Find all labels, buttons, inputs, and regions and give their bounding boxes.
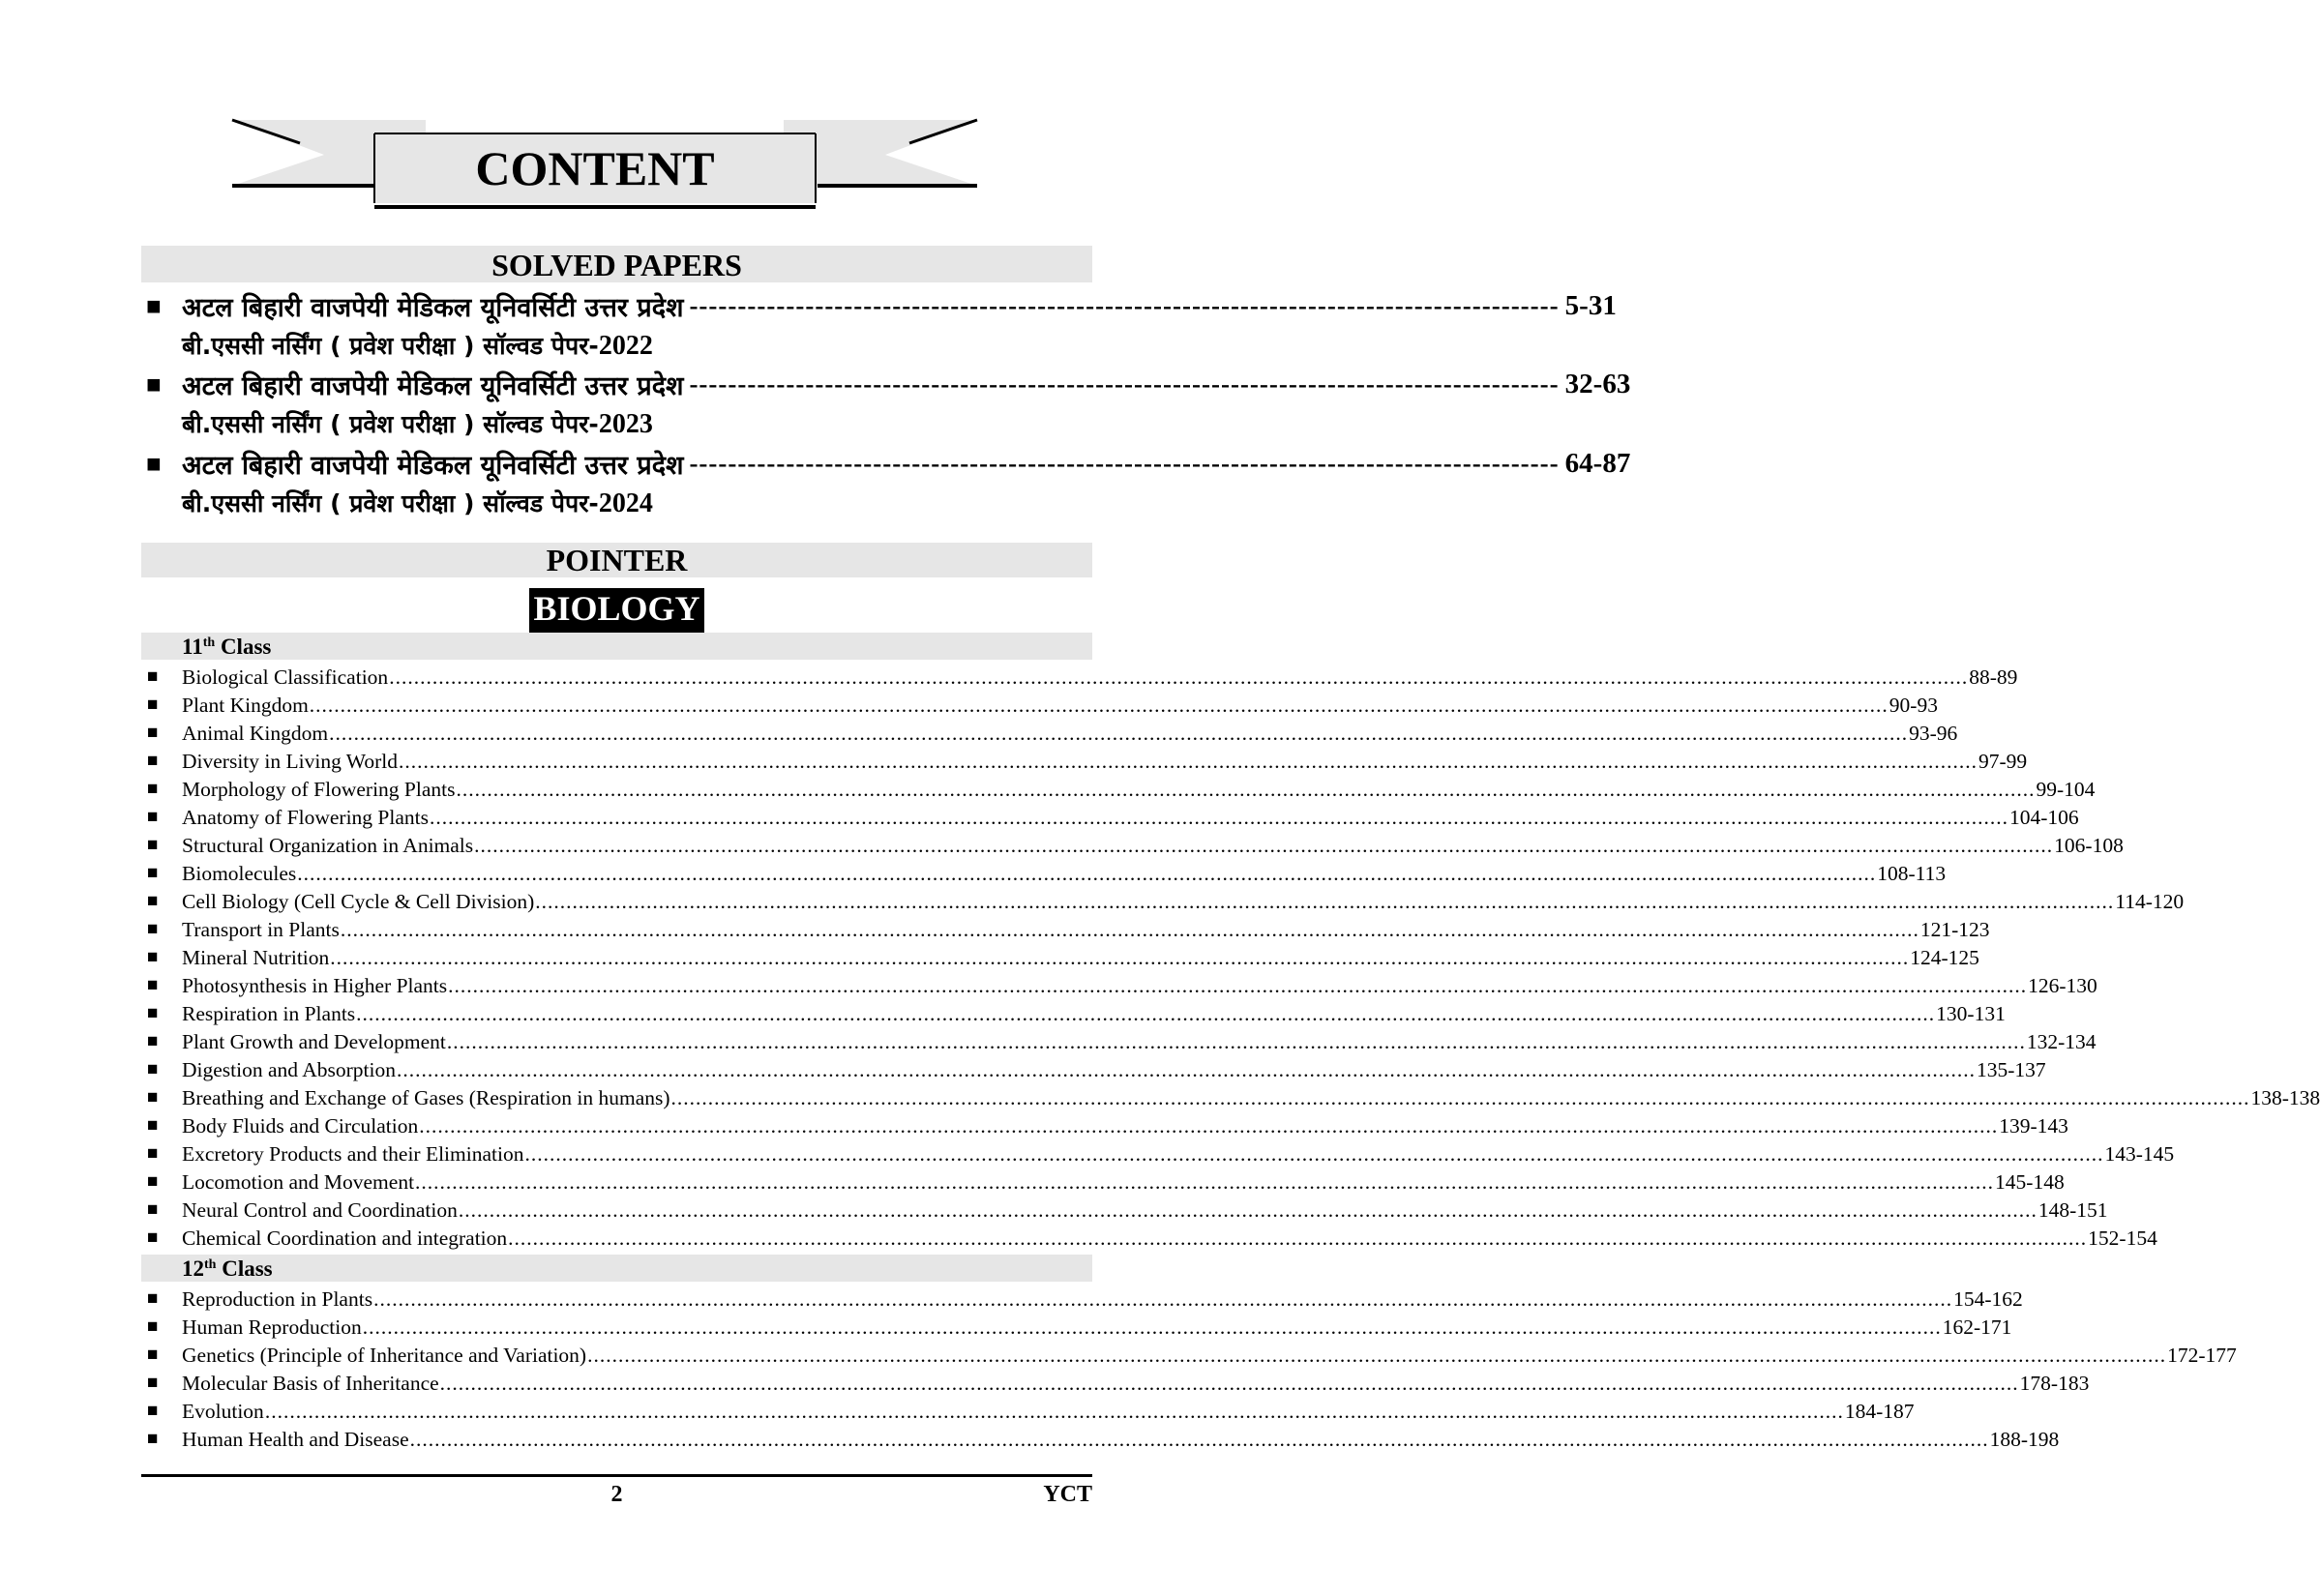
leader-dashes: ------------------------------------------------------------------------------------------ [689,369,1560,399]
toc-item [141,858,1947,886]
solved-paper-pages: 64-87 [1564,447,1631,479]
class-suffix: th [202,635,216,650]
leader-dots [356,1001,1935,1026]
toc-item [141,998,2006,1026]
toc-item-title: Plant Growth and Development [182,1030,446,1053]
square-bullet-icon: ■ [147,891,159,911]
toc-item-title: Respiration in Plants [182,1002,356,1025]
toc-item-title: Human Health and Disease [182,1428,409,1451]
toc-item [141,1312,2012,1340]
solved-papers-heading: SOLVED PAPERS [141,246,1092,282]
leader-dots [397,1057,1976,1082]
toc-item-title: Mineral Nutrition [182,946,330,969]
leader-dots [373,1286,1952,1312]
leader-dots [671,1085,2250,1110]
leader-dots [448,973,2027,998]
toc-item [141,1054,2046,1082]
square-bullet-icon: ■ [147,1373,159,1393]
toc-item [141,1284,2023,1312]
toc-item-title: Diversity in Living World [182,750,399,773]
toc-item-title: Breathing and Exchange of Gases (Respiration in humans) [182,1086,670,1109]
leader-dots [310,693,1889,718]
leader-dots [535,889,2114,914]
square-bullet-icon: ■ [147,835,159,855]
subject-heading [0,588,1234,633]
leader-dots [330,945,1909,970]
toc-item-pages: 139-143 [1999,1114,2068,1138]
toc-item-pages: 188-198 [1989,1428,2060,1451]
pointer-heading: POINTER [141,543,1092,577]
leader-dots [329,721,1908,746]
toc-item [141,662,2018,690]
toc-item [141,914,1990,942]
square-bullet-icon: ■ [147,751,159,771]
toc-item-pages: 162-171 [1942,1315,2012,1339]
square-bullet-icon: ■ [147,1316,159,1337]
toc-item-title: Molecular Basis of Inheritance [182,1372,439,1395]
toc-item-pages: 152-154 [2088,1227,2157,1250]
leader-dots [430,805,2008,830]
toc-item-pages: 132-134 [2026,1030,2097,1053]
square-bullet-icon: ■ [147,1115,159,1136]
toc-item-pages: 143-145 [2104,1142,2175,1166]
leader-dots [524,1141,2103,1167]
toc-item-title: Photosynthesis in Higher Plants [182,974,448,997]
leader-dots [389,665,1968,690]
leader-dashes: ------------------------------------------------------------------------------------------ [689,290,1560,320]
toc-item [141,970,2097,998]
subject-title: BIOLOGY [529,588,703,633]
toc-item-pages: 178-183 [2019,1372,2090,1395]
square-bullet-icon: ■ [147,695,159,715]
toc-item-pages: 135-137 [1976,1058,2046,1081]
leader-dots [474,833,2053,858]
leader-dots [410,1427,1989,1452]
class-number: 11 [182,635,203,659]
toc-item-title: Structural Organization in Animals [182,834,474,857]
class-heading-12 [141,1255,1092,1282]
toc-item [141,802,2079,830]
footer-divider [141,1474,1092,1477]
toc-item-pages: 126-130 [2028,974,2097,997]
leader-dots [363,1315,1942,1340]
square-bullet-icon: ■ [147,1429,159,1449]
page-number: 2 [610,1482,623,1507]
toc-item-pages: 172-177 [2167,1344,2237,1367]
square-bullet-icon: ■ [147,919,159,939]
leader-dots [440,1371,2019,1396]
toc-item-pages: 130-131 [1936,1002,2006,1025]
class-suffix: th [204,1257,217,1272]
solved-paper-entry [141,365,1631,444]
leader-dots [447,1029,2026,1054]
square-bullet-icon: ■ [147,779,159,799]
solved-paper-year: 2023 [598,409,653,439]
toc-item [141,746,2028,774]
toc-item-title: Chemical Coordination and integration [182,1227,508,1250]
solved-paper-year: 2024 [598,488,653,518]
solved-paper-subtitle: बी.एससी नर्सिंग ( प्रवेश परीक्षा ) सॉल्वड पेपर- [182,332,599,360]
toc-item-pages: 121-123 [1919,918,1990,941]
leader-dots [419,1113,1998,1138]
toc-item [141,1195,2108,1223]
toc-item-pages: 148-151 [2037,1198,2108,1222]
square-bullet-icon: ■ [147,1345,159,1365]
square-bullet-icon: ■ [147,1087,159,1108]
toc-item [141,774,2096,802]
leader-dots [341,917,1919,942]
toc-item [141,1223,2157,1251]
leader-dots [297,861,1876,886]
solved-paper-title: अटल बिहारी वाजपेयी मेडिकल यूनिवर्सिटी उत्तर प्रदेश [182,292,684,323]
solved-paper-subtitle: बी.एससी नर्सिंग ( प्रवेश परीक्षा ) सॉल्वड पेपर- [182,410,599,438]
square-bullet-icon: ■ [147,1059,159,1079]
leader-dots [265,1399,1844,1424]
toc-item-pages: 184-187 [1844,1400,1915,1423]
toc-item-title: Biomolecules [182,862,297,885]
solved-paper-pages: 32-63 [1564,368,1631,399]
toc-item-pages: 104-106 [2009,806,2079,829]
toc-item [141,1167,2065,1195]
solved-paper-subtitle: बी.एससी नर्सिंग ( प्रवेश परीक्षा ) सॉल्वड पेपर- [182,489,599,517]
square-bullet-icon: ■ [146,292,162,320]
class-label: Class [222,1256,273,1281]
solved-paper-title: अटल बिहारी वाजपेयी मेडिकल यूनिवर्सिटी उत्तर प्रदेश [182,450,684,481]
toc-item-pages: 114-120 [2115,890,2185,913]
class-heading-11 [141,633,1092,660]
square-bullet-icon: ■ [147,1031,159,1051]
toc-item [141,1396,1915,1424]
toc-item-pages: 90-93 [1889,694,1938,717]
toc-item-title: Locomotion and Movement [182,1170,415,1194]
square-bullet-icon: ■ [147,947,159,967]
solved-paper-title: अटल बिहारी वाजपेयी मेडिकल यूनिवर्सिटी उत्तर प्रदेश [182,370,684,401]
leader-dots [508,1226,2087,1251]
toc-item [141,1082,2320,1110]
toc-item-title: Morphology of Flowering Plants [182,778,456,801]
toc-item-title: Transport in Plants [182,918,340,941]
toc-item [141,1368,2090,1396]
toc-item-pages: 154-162 [1953,1287,2023,1311]
toc-item-title: Biological Classification [182,665,389,689]
square-bullet-icon: ■ [146,370,162,399]
toc-item [141,1424,2060,1452]
square-bullet-icon: ■ [147,863,159,883]
toc-item-pages: 138-138 [2250,1086,2320,1109]
toc-item-pages: 99-104 [2036,778,2096,801]
solved-paper-year: 2022 [598,331,653,361]
toc-item-title: Digestion and Absorption [182,1058,396,1081]
toc-item-title: Animal Kingdom [182,722,329,745]
toc-item [141,690,1938,718]
square-bullet-icon: ■ [147,807,159,827]
toc-item-title: Body Fluids and Circulation [182,1114,419,1138]
toc-item-title: Evolution [182,1400,264,1423]
toc-item-title: Human Reproduction [182,1315,362,1339]
content-banner [232,116,977,213]
square-bullet-icon: ■ [147,1199,159,1220]
square-bullet-icon: ■ [147,1143,159,1164]
toc-item-pages: 106-108 [2054,834,2124,857]
toc-item-title: Cell Biology (Cell Cycle & Cell Division) [182,890,535,913]
toc-item-title: Excretory Products and their Elimination [182,1142,524,1166]
square-bullet-icon: ■ [147,1288,159,1309]
square-bullet-icon: ■ [147,1227,159,1248]
toc-item-title: Plant Kingdom [182,694,309,717]
footer-brand: YCT [1043,1482,1092,1507]
class-number: 12 [182,1256,204,1281]
toc-item [141,1110,2068,1138]
toc-item [141,830,2124,858]
toc-item-title: Genetics (Principle of Inheritance and Variation) [182,1344,587,1367]
leader-dots [399,749,1978,774]
toc-item-pages: 88-89 [1969,665,2018,689]
leader-dots [459,1197,2037,1223]
leader-dots [587,1343,2166,1368]
solved-paper-entry [141,444,1631,523]
toc-item [141,1340,2237,1368]
square-bullet-icon: ■ [147,1401,159,1421]
square-bullet-icon: ■ [147,666,159,687]
toc-item-pages: 145-148 [1995,1170,2065,1194]
square-bullet-icon: ■ [147,975,159,995]
class-label: Class [220,635,272,659]
toc-list-12 [141,1284,2237,1452]
leader-dots [456,777,2035,802]
leader-dots [415,1169,1994,1195]
square-bullet-icon: ■ [146,450,162,478]
square-bullet-icon: ■ [147,1003,159,1023]
square-bullet-icon: ■ [147,723,159,743]
solved-paper-pages: 5-31 [1564,289,1617,321]
page-title: CONTENT [475,141,715,195]
toc-item [141,1138,2175,1167]
toc-item-pages: 97-99 [1978,750,2028,773]
square-bullet-icon: ■ [147,1171,159,1192]
toc-item-title: Neural Control and Coordination [182,1198,458,1222]
toc-item [141,886,2185,914]
toc-item-pages: 124-125 [1910,946,1979,969]
solved-paper-entry [141,286,1617,366]
toc-list-11 [141,662,2320,1251]
toc-item [141,718,1958,746]
toc-item-title: Anatomy of Flowering Plants [182,806,429,829]
toc-item-pages: 93-96 [1909,722,1958,745]
leader-dashes: ------------------------------------------------------------------------------------------ [689,448,1560,478]
toc-item-pages: 108-113 [1877,862,1947,885]
toc-item-title: Reproduction in Plants [182,1287,373,1311]
toc-item [141,942,1979,970]
toc-item [141,1026,2097,1054]
